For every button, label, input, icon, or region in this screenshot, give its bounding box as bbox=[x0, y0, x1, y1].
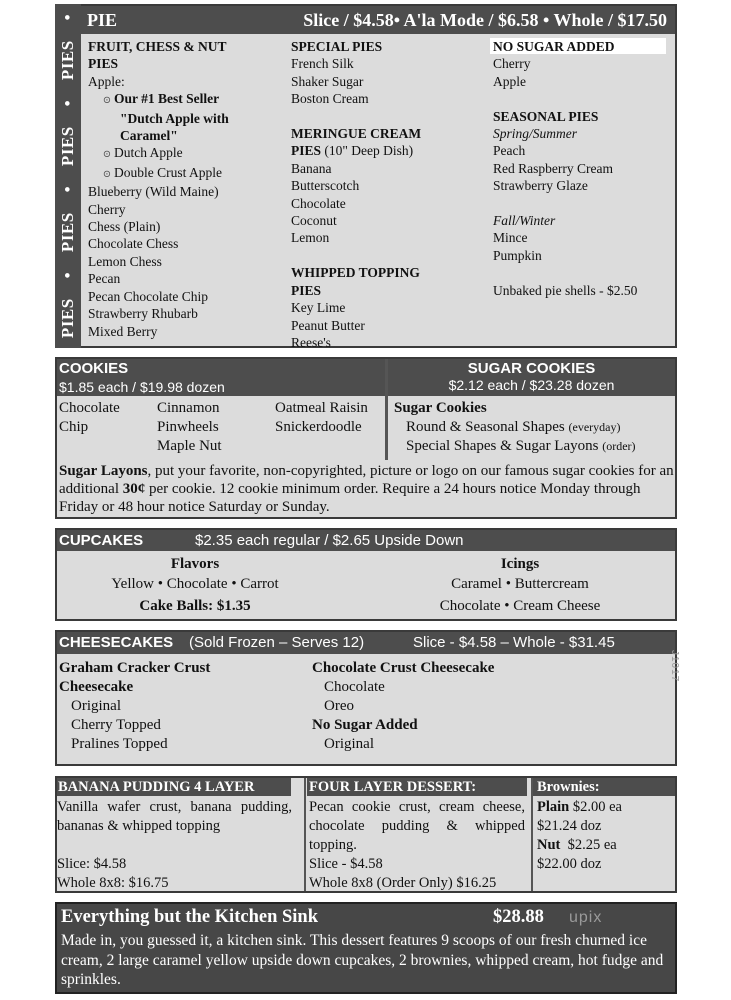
kitchen-sink-desc: Made in, you guessed it, a kitchen sink. This dessert features 9 scoops of our fresh churned ice cream, 2 large caramel yellow upside down cupcakes, 2 brownies, whipped cream, hot fudge and sprinkles. bbox=[61, 932, 664, 988]
banana-desc: Vanilla wafer crust, banana pudding, bananas & whipped topping bbox=[57, 799, 292, 834]
pie-prices: Slice / $4.58• A'la Mode / $6.58 • Whole / $17.50 bbox=[303, 10, 667, 30]
list-item: Cinnamon bbox=[157, 400, 220, 416]
cookie-col-1 bbox=[59, 399, 120, 437]
list-item: Strawberry Glaze bbox=[493, 178, 588, 194]
sugar-cookies-header bbox=[388, 359, 675, 396]
list-item: Snickerdoodle bbox=[275, 419, 362, 435]
list-item: Pecan Chocolate Chip bbox=[88, 288, 208, 304]
list-item: Chocolate bbox=[59, 400, 120, 416]
cookies-price: $1.85 each / $19.98 dozen bbox=[59, 379, 225, 395]
brownies-list: Plain $2.00 ea $21.24 doz Nut $2.25 ea $22.00 doz bbox=[537, 799, 622, 872]
list-item: Original bbox=[324, 736, 374, 752]
pie-title: PIE bbox=[87, 10, 118, 30]
list-item: Pinwheels bbox=[157, 419, 219, 435]
list-item: Cherry bbox=[493, 56, 531, 72]
cheesecakes-header bbox=[57, 632, 675, 654]
four-layer-whole: Whole 8x8 (Order Only) $16.25 bbox=[309, 875, 497, 891]
cookie-col-2 bbox=[157, 399, 222, 456]
list-item: Chocolate bbox=[291, 195, 346, 211]
list-item: Chip bbox=[59, 419, 89, 435]
list-item: Oreo bbox=[324, 698, 354, 714]
banana-header: BANANA PUDDING 4 LAYER bbox=[57, 778, 291, 796]
list-item: Red Raspberry Cream bbox=[493, 160, 613, 176]
list-item: Peach bbox=[493, 143, 526, 159]
four-layer-header: FOUR LAYER DESSERT: bbox=[307, 778, 527, 796]
cupcakes-title: CUPCAKES bbox=[59, 532, 144, 549]
bullet-icon: ⊙ bbox=[102, 168, 112, 180]
sugar-layons-text: Sugar Layons, put your favorite, non-copyrighted, picture or logo on our famous sugar cookies for an additional 30¢ per cookie. 12 cookie minimum order. Require a 24 hours notice Monday through Friday or 48 hour notice Saturday or Sunday. bbox=[59, 463, 674, 515]
cookies-title: COOKIES bbox=[59, 360, 129, 377]
dessert-divider-1 bbox=[304, 778, 306, 891]
banana-slice: Slice: $4.58 bbox=[57, 856, 127, 872]
pie-fruit-column: FRUIT, CHESS & NUT PIES Apple: ⊙ Our #1 Best Seller "Dutch Apple with Caramel" ⊙ Dutch Apple ⊙ Double Crust Apple Blueberry (Wild Maine) Cherry Chess (Plain) Chocolate Chess Lemon Chess Pecan Pecan Chocolate Chip Strawberry Rhubarb Mixed Berry bbox=[88, 39, 229, 339]
kitchen-sink-price: $28.88 bbox=[493, 907, 544, 927]
watermark: upix bbox=[569, 909, 603, 926]
pie-right-column: NO SUGAR ADDED Cherry Apple SEASONAL PIES Spring/Summer Peach Red Raspberry Cream Strawberry Glaze Fall/Winter Mince Pumpkin Unbaked pie shells - $2.50 bbox=[493, 39, 638, 298]
banana-whole: Whole 8x8: $16.75 bbox=[57, 875, 169, 891]
four-layer-slice: Slice - $4.58 bbox=[309, 856, 383, 872]
list-item: Original bbox=[71, 698, 121, 714]
brownies-header: Brownies: bbox=[533, 778, 675, 796]
sugar-cookies-title: SUGAR COOKIES bbox=[467, 360, 596, 377]
cupcake-flavors: Flavors Yellow • Chocolate • Carrot Cake Balls: $1.35 bbox=[111, 556, 279, 614]
kitchen-sink-section bbox=[55, 902, 677, 994]
list-item: Oatmeal Raisin bbox=[275, 400, 368, 416]
list-item: French Silk bbox=[291, 56, 354, 72]
list-item: Boston Cream bbox=[291, 91, 369, 107]
list-item: Pumpkin bbox=[493, 247, 542, 263]
list-item: Chocolate bbox=[324, 679, 385, 695]
kitchen-sink-title: Everything but the Kitchen Sink bbox=[61, 907, 318, 927]
list-item: Pecan bbox=[88, 271, 121, 287]
list-item: Maple Nut bbox=[157, 438, 222, 454]
list-item: Cherry bbox=[88, 201, 126, 217]
sugar-cookies-price: $2.12 each / $23.28 dozen bbox=[448, 377, 615, 393]
list-item: Blueberry (Wild Maine) bbox=[88, 184, 219, 200]
cupcakes-header bbox=[57, 530, 675, 551]
list-item: Coconut bbox=[291, 213, 337, 229]
cupcakes-price: $2.35 each regular / $2.65 Upside Down bbox=[195, 532, 464, 549]
list-item: Shaker Sugar bbox=[291, 73, 364, 89]
list-item: Peanut Butter bbox=[291, 317, 365, 333]
graham-column: Graham Cracker Crust Cheesecake Original Cherry Topped Pralines Topped bbox=[59, 660, 211, 752]
list-item: Chess (Plain) bbox=[88, 219, 161, 235]
bullet-icon: ⊙ bbox=[102, 95, 112, 107]
list-item: Apple bbox=[493, 73, 526, 89]
list-item: Mince bbox=[493, 230, 528, 246]
cheesecakes-subtitle: (Sold Frozen – Serves 12) bbox=[189, 634, 365, 651]
cupcake-icings: Icings Caramel • Buttercream Chocolate • Cream Cheese bbox=[439, 556, 601, 614]
cookie-col-3 bbox=[275, 399, 368, 437]
list-item: Lemon bbox=[291, 230, 330, 246]
cookies-header bbox=[57, 359, 385, 396]
chocolate-crust-column: Chocolate Crust Cheesecake Chocolate Oreo No Sugar Added Original bbox=[312, 660, 495, 752]
list-item: Reese's bbox=[291, 334, 331, 350]
pie-shells: Unbaked pie shells - $2.50 bbox=[493, 282, 638, 298]
sugar-cookie-list: Sugar Cookies Round & Seasonal Shapes (everyday) Special Shapes & Sugar Layons (order) bbox=[394, 400, 636, 454]
pie-side-bar bbox=[55, 4, 81, 348]
list-item: Lemon Chess bbox=[88, 253, 162, 269]
list-item: Banana bbox=[291, 160, 332, 176]
list-item: Cherry Topped bbox=[71, 717, 161, 733]
pie-header bbox=[81, 6, 675, 34]
pie-special-column: SPECIAL PIES French Silk Shaker Sugar Boston Cream MERINGUE CREAM PIES (10" Deep Dish) Banana Butterscotch Chocolate Coconut Lemon WHIPPED TOPPING PIES Key Lime Peanut Butter Reese's bbox=[291, 39, 422, 350]
side-code: J1017 bbox=[669, 650, 680, 683]
bullet-icon: ⊙ bbox=[102, 149, 112, 161]
list-item: Key Lime bbox=[291, 300, 346, 316]
list-item: Mixed Berry bbox=[88, 323, 158, 339]
pie-side-label: PIES • PIES • PIES • PIES • bbox=[58, 13, 77, 339]
four-layer-desc: Pecan cookie crust, cream cheese, chocolate pudding & whipped topping. bbox=[309, 799, 525, 853]
cheesecakes-price: Slice - $4.58 – Whole - $31.45 bbox=[413, 634, 615, 651]
list-item: Pralines Topped bbox=[71, 736, 168, 752]
cheesecakes-title: CHEESECAKES bbox=[59, 634, 174, 651]
list-item: Butterscotch bbox=[291, 178, 360, 194]
list-item: Chocolate Chess bbox=[88, 236, 179, 252]
list-item: Strawberry Rhubarb bbox=[88, 306, 198, 322]
